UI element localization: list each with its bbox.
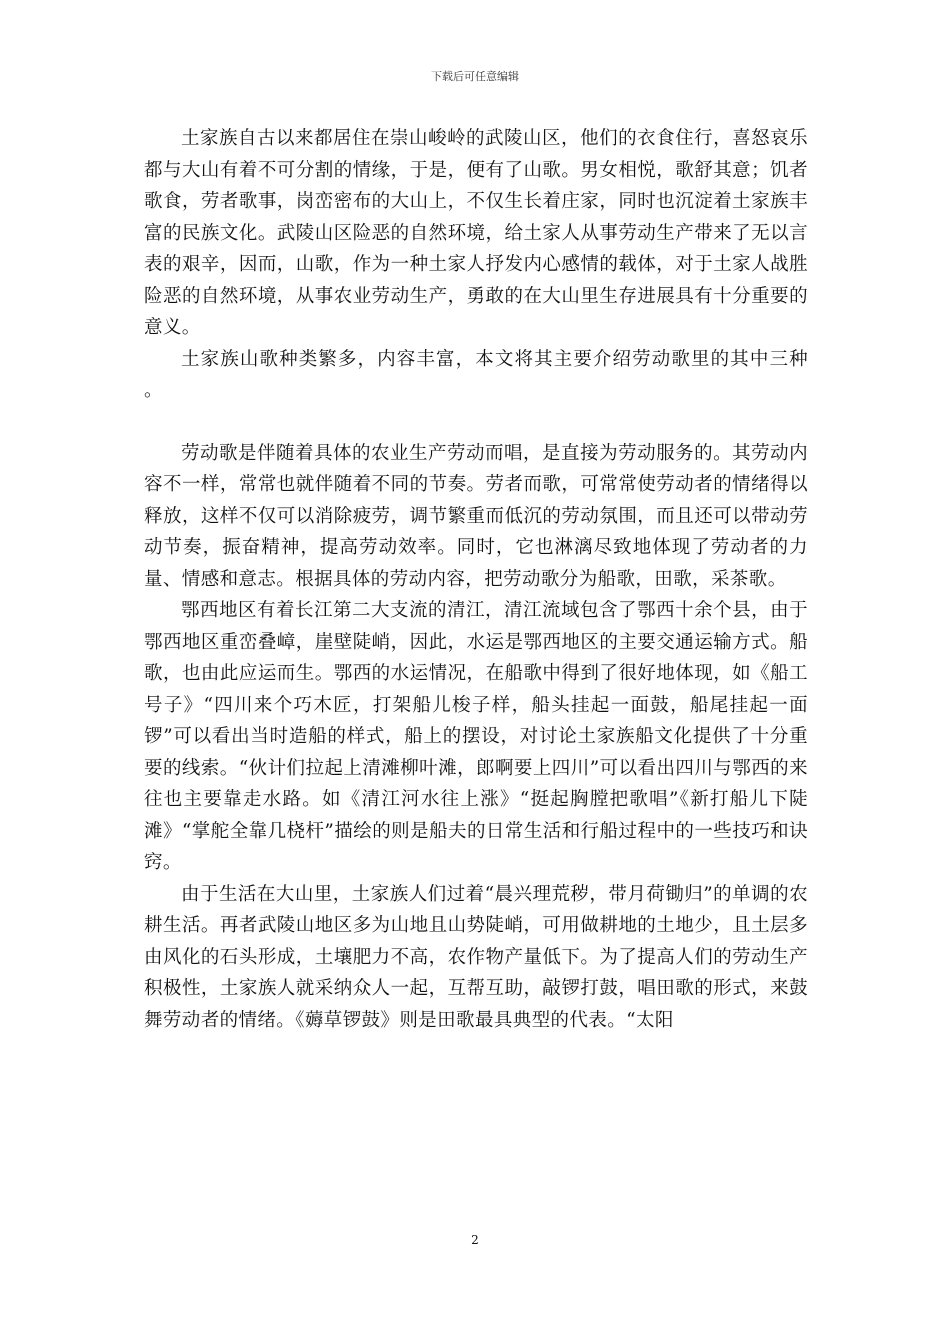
paragraph-boat-songs: 鄂西地区有着长江第二大支流的清江，清江流域包含了鄂西十余个县，由于鄂西地区重峦叠嶂，崖壁陡峭，因此，水运是鄂西地区的主要交通运输方式。船歌，也由此应运而生。鄂西的水运情况，在船歌中得到了很好地体现，如《船工号子》“四川来个巧木匠，打架船儿梭子样，船头挂起一面鼓，船尾挂起一面锣”可以看出当时造船的样式，船上的摆设，对讨论土家族船文化提供了十分重要的线索。“伙计们拉起上清滩柳叶滩，郎啊要上四川”可以看出四川与鄂西的来往也主要靠走水路。如《清江河水往上涨》“挺起胸膛把歌唱”《新打船儿下陡滩》“掌舵全靠几桡杆”描绘的则是船夫的日常生活和行船过程中的一些技巧和诀窍。 bbox=[144, 600, 808, 873]
paragraph-intro: 土家族自古以来都居住在崇山峻岭的武陵山区，他们的衣食住行，喜怒哀乐都与大山有着不可分割的情缘，于是，便有了山歌。男女相悦，歌舒其意；饥者歌食，劳者歌事，岗峦密布的大山上，不仅生长着庄家，同时也沉淀着土家族丰富的民族文化。武陵山区险恶的自然环境，给土家人从事劳动生产带来了无以言表的艰辛，因而，山歌，作为一种土家人抒发内心感情的载体，对于土家人战胜险恶的自然环境，从事农业劳动生产，勇敢的在大山里生存进展具有十分重要的意义。 bbox=[144, 128, 808, 338]
page-number: 2 bbox=[471, 1233, 479, 1247]
document-body bbox=[144, 123, 808, 1036]
section-gap bbox=[144, 407, 808, 438]
paragraph-overview: 土家族山歌种类繁多，内容丰富，本文将其主要介绍劳动歌里的其中三种 。 bbox=[144, 348, 808, 401]
paragraph-labor-songs: 劳动歌是伴随着具体的农业生产劳动而唱，是直接为劳动服务的。其劳动内容不一样，常常也就伴随着不同的节奏。劳者而歌，可常常使劳动者的情绪得以释放，这样不仅可以消除疲劳，调节繁重而低沉的劳动氛围，而且还可以带动劳动节奏，振奋精神，提高劳动效率。同时，它也淋漓尽致地体现了劳动者的力量、情感和意志。根据具体的劳动内容，把劳动歌分为船歌，田歌，采茶歌。 bbox=[144, 442, 808, 590]
page-header: 下载后可任意编辑 bbox=[431, 70, 519, 83]
paragraph-field-songs: 由于生活在大山里，土家族人们过着“晨兴理荒秽，带月荷锄归”的单调的农耕生活。再者武陵山地区多为山地且山势陡峭，可用做耕地的土地少，且土层多由风化的石头形成，土壤肥力不高，农作物产量低下。为了提高人们的劳动生产积极性，土家族人就采纳众人一起，互帮互助，敲锣打鼓，唱田歌的形式，来鼓舞劳动者的情绪。《薅草锣鼓》则是田歌最具典型的代表。“太阳 bbox=[144, 883, 808, 1031]
